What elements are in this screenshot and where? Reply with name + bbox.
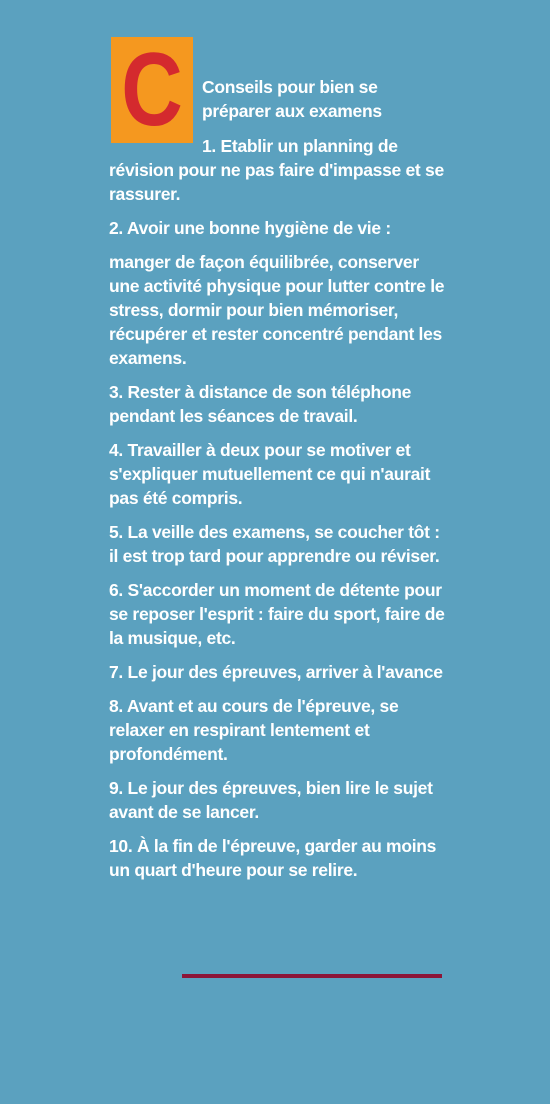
- advice-item-10: 10. À la fin de l'épreuve, garder au moins un quart d'heure pour se relire.: [109, 836, 437, 880]
- advice-item-1: 1. Etablir un planning de révision pour ne pas faire d'impasse et se rassurer.: [109, 136, 444, 204]
- divider-rule: [182, 974, 442, 978]
- advice-list: [109, 134, 449, 892]
- advice-item-2: 2. Avoir une bonne hygiène de vie :: [109, 218, 391, 238]
- advice-item-8: 8. Avant et au cours de l'épreuve, se relaxer en respirant lentement et profondément.: [109, 696, 399, 764]
- advice-item-6: 6. S'accorder un moment de détente pour se reposer l'esprit : faire du sport, faire de la musique, etc.: [109, 580, 445, 648]
- dropcap-letter: C: [121, 32, 183, 148]
- dropcap-box: [111, 32, 193, 148]
- advice-item-7: 7. Le jour des épreuves, arriver à l'avance: [109, 662, 443, 682]
- page-title: Conseils pour bien se préparer aux examens: [202, 77, 382, 121]
- advice-item-9: 9. Le jour des épreuves, bien lire le sujet avant de se lancer.: [109, 778, 433, 822]
- advice-item-3: 3. Rester à distance de son téléphone pendant les séances de travail.: [109, 382, 412, 426]
- advice-item-5: 5. La veille des examens, se coucher tôt : il est trop tard pour apprendre ou réviser.: [109, 522, 440, 566]
- advice-item-2-detail: manger de façon équilibrée, conserver une activité physique pour lutter contre le stress, dormir pour bien mémoriser, récupérer et rester concentré pendant les examens.: [109, 252, 445, 368]
- advice-item-4: 4. Travailler à deux pour se motiver et s'expliquer mutuellement ce qui n'aurait pas été compris.: [109, 440, 431, 508]
